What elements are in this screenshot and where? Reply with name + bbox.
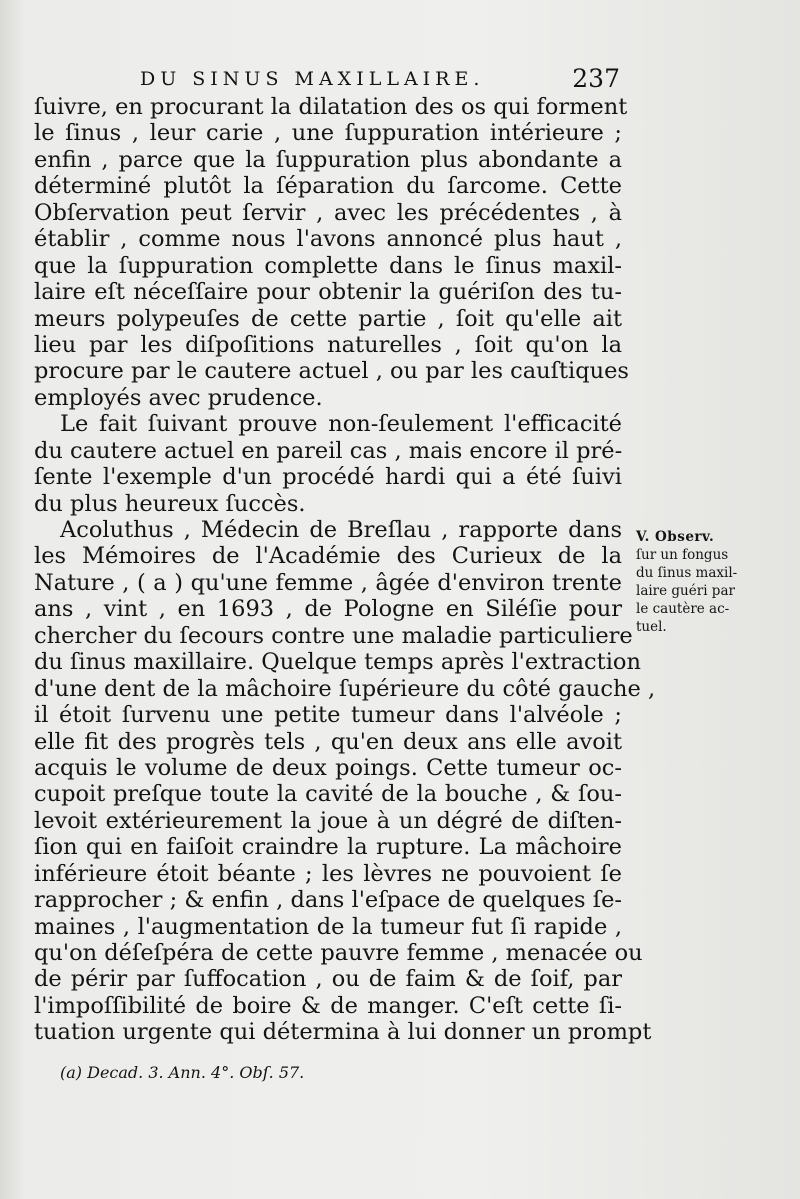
main-text-block (34, 94, 656, 1046)
margin-note (636, 528, 766, 636)
margin-note-line: tuel. (636, 619, 667, 635)
text-line: levoit extérieurement la joue à un dégré de diſten- (34, 807, 622, 834)
text-line: ſuivre, en procurant la dilatation des os qui forment (34, 94, 628, 120)
text-line: les Mémoires de l'Académie des Curieux de la (34, 543, 622, 570)
text-line: établir , comme nous l'avons annoncé plus haut , (34, 226, 622, 253)
text-line: ſion qui en faiſoit craindre la rupture. La mâchoire (34, 834, 622, 861)
margin-note-heading: V. Observ. (636, 529, 715, 545)
text-line: chercher du ſecours contre une maladie particuliere (34, 622, 633, 649)
page-header (140, 64, 620, 96)
text-line: l'impoſſibilité de boire & de manger. C'eſt cette ſi- (34, 992, 622, 1019)
margin-note-line: laire guéri par (636, 583, 735, 599)
text-line: du cautere actuel en pareil cas , mais encore il pré- (34, 437, 623, 464)
text-line: du ſinus maxillaire. Quelque temps après l'extraction (34, 649, 641, 676)
text-line: de périr par ſuffocation , ou de faim & de ſoif, par (34, 966, 622, 993)
text-line: acquis le volume de deux poings. Cette tumeur oc- (34, 754, 622, 781)
text-line: lieu par les diſpoſitions naturelles , ſoit qu'on la (34, 331, 622, 358)
paragraph-start-line: Le fait ſuivant prouve non-ſeulement l'efficacité (60, 411, 622, 438)
text-line: le ſinus , leur carie , une ſuppuration intérieure ; (34, 120, 622, 147)
text-line: ans , vint , en 1693 , de Pologne en Siléſie pour (34, 596, 622, 623)
text-line: ſente l'exemple d'un procédé hardi qui a été ſuivi (34, 464, 622, 491)
footnote: (a) Decad. 3. Ann. 4°. Obſ. 57. (60, 1063, 305, 1082)
running-title: DU SINUS MAXILLAIRE. (140, 68, 485, 90)
text-line: meurs polypeuſes de cette partie , ſoit qu'elle ait (34, 305, 622, 332)
text-line: elle fit des progrès tels , qu'en deux ans elle avoit (34, 728, 622, 755)
text-line: tuation urgente qui détermina à lui donner un prompt (34, 1019, 652, 1046)
text-line: rapprocher ; & enfin , dans l'eſpace de quelques ſe- (34, 887, 622, 914)
text-line: employés avec prudence. (34, 384, 323, 411)
text-line: laire eſt néceſſaire pour obtenir la guériſon des tu- (34, 279, 622, 306)
margin-note-line: le cautère ac- (636, 601, 730, 617)
paragraph-start-line: Acoluthus , Médecin de Breſlau , rapporte dans (60, 517, 622, 543)
text-line: Nature , ( a ) qu'une femme , âgée d'environ trente (34, 569, 622, 596)
text-line: du plus heureux ſuccès. (34, 490, 306, 517)
text-line: procure par le cautere actuel , ou par les cauſtiques (34, 358, 629, 385)
text-line: il étoit ſurvenu une petite tumeur dans l'alvéole ; (34, 702, 622, 729)
text-line: enfin , parce que la ſuppuration plus abondante a (34, 146, 622, 173)
text-line: cupoit preſque toute la cavité de la bouche , & ſou- (34, 781, 622, 808)
text-line: d'une dent de la mâchoire ſupérieure du côté gauche , (34, 675, 656, 702)
text-line: maines , l'augmentation de la tumeur fut ſi rapide , (34, 913, 622, 940)
text-line: inférieure étoit béante ; les lèvres ne pouvoient ſe (34, 860, 622, 887)
text-line: que la ſuppuration complette dans le ſinus maxil- (34, 252, 622, 279)
margin-note-line: ſur un fongus (636, 547, 729, 563)
margin-note-line: du ſinus maxil- (636, 565, 738, 581)
text-line: Obſervation peut ſervir , avec les précédentes , à (34, 199, 622, 226)
text-line: déterminé plutôt la ſéparation du ſarcome. Cette (34, 173, 622, 200)
page-number: 237 (572, 64, 620, 93)
text-line: qu'on déſeſpéra de cette pauvre femme , menacée ou (34, 940, 643, 966)
